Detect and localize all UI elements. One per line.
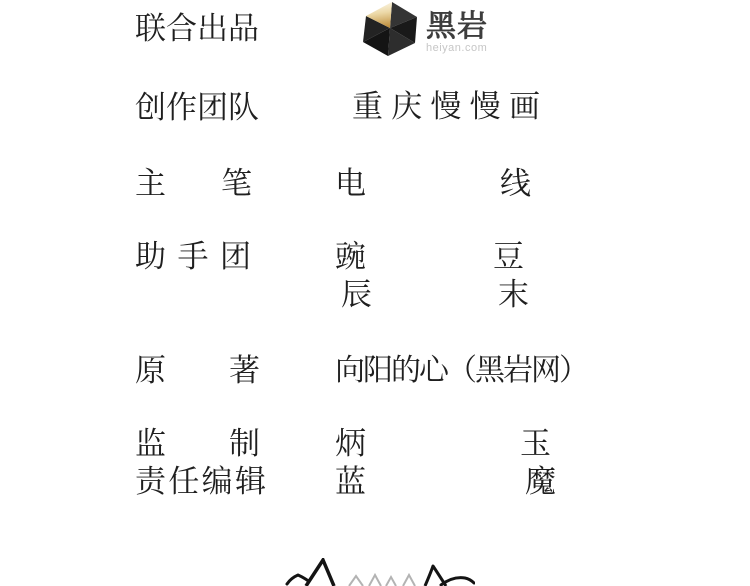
- name-chief-editor: 蓝 魔: [335, 464, 556, 499]
- role-chief-editor: 责 任 编 辑: [135, 464, 266, 499]
- name-producer: 炳 玉: [335, 426, 551, 461]
- name-creative-team: 重 庆 慢 慢 画: [352, 89, 540, 124]
- role-original-work: 原 著: [135, 353, 260, 388]
- crown-line-art-icon: [285, 558, 475, 586]
- role-producer: 监 制: [135, 426, 260, 461]
- role-lead-artist: 主 笔: [135, 166, 252, 201]
- coop-label: 联合出品: [135, 11, 259, 46]
- name-assistant-2: 辰 末: [341, 277, 529, 312]
- heiyan-gem-icon: [359, 2, 419, 61]
- role-assistants: 助 手 团: [135, 239, 251, 274]
- role-creative-team: 创作团队: [135, 90, 259, 125]
- name-lead-artist: 电 线: [335, 166, 531, 201]
- name-original-work: 向阳的心（黑岩网）: [335, 354, 587, 387]
- name-assistant-1: 豌 豆: [335, 239, 524, 274]
- logo-name: 黑岩: [426, 10, 488, 43]
- logo-domain: heiyan.com: [426, 42, 488, 54]
